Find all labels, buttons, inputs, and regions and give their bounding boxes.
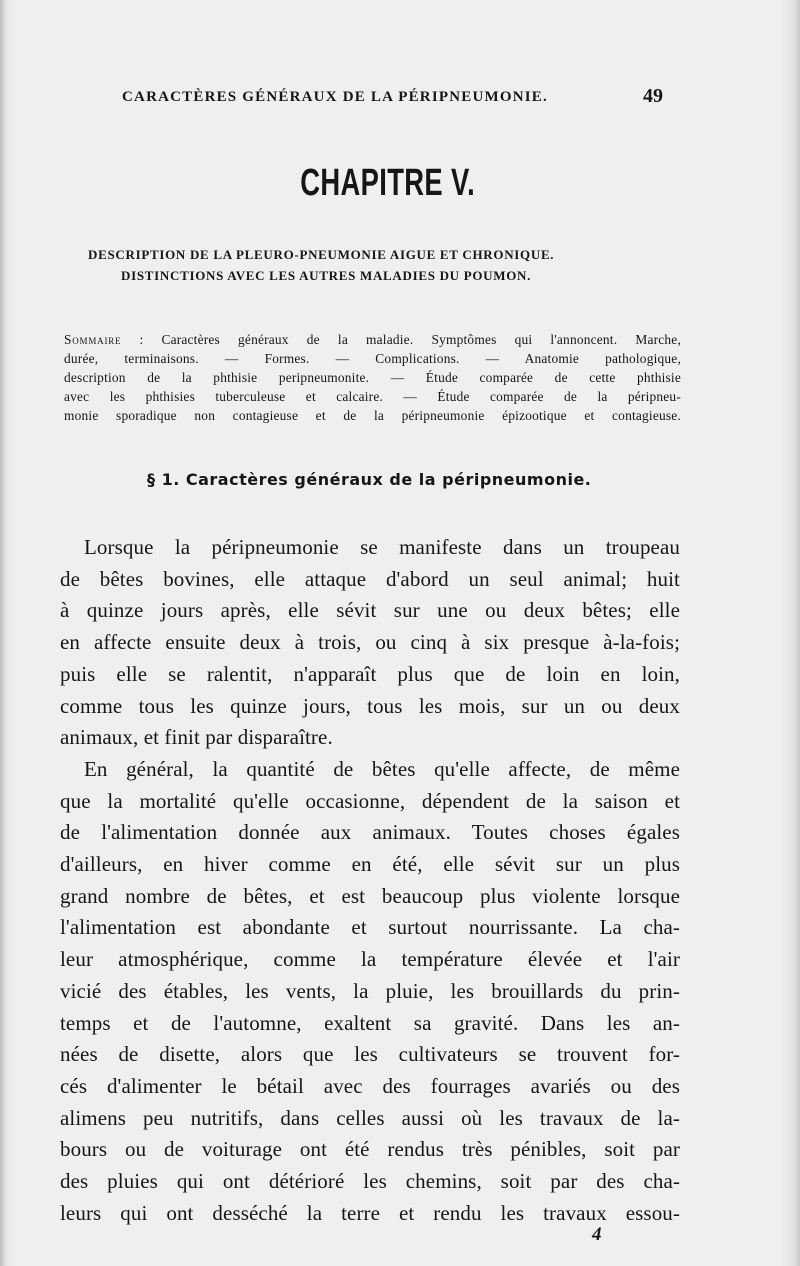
signature-mark: 4 (592, 1224, 602, 1245)
body-line-17: nées de disette, alors que les cultivateurs se trouvent for- (60, 1042, 680, 1067)
body-line-16: temps et de l'automne, exaltent sa gravité. Dans les an- (60, 1010, 680, 1035)
body-line-15: vicié des étables, les vents, la pluie, les brouillards du prin- (60, 978, 680, 1003)
body-line-19: alimens peu nutritifs, dans celles aussi où les travaux de la- (60, 1105, 680, 1130)
summary-line-2: durée, terminaisons. — Formes. — Complications. — Anatomie pathologique, (64, 351, 681, 366)
summary-line-4: avec les phthisies tuberculeuse et calcaire. — Étude comparée de la péripneu- (64, 389, 681, 404)
running-title: CARACTÈRES GÉNÉRAUX DE LA PÉRIPNEUMONIE. (122, 89, 548, 105)
body-line-21: des pluies qui ont détérioré les chemins, soit par des cha- (60, 1169, 680, 1194)
body-paragraphs (60, 532, 680, 1229)
body-line-18: cés d'alimenter le bétail avec des fourrages avariés ou des (60, 1073, 680, 1098)
body-line-12: grand nombre de bêtes, et est beaucoup plus violente lorsque (60, 883, 680, 908)
body-line-11: d'ailleurs, en hiver comme en été, elle sévit sur un plus (60, 852, 680, 877)
chapter-description-line-1: DESCRIPTION DE LA PLEURO-PNEUMONIE AIGUE ET CHRONIQUE. (88, 247, 555, 262)
body-line-14: leur atmosphérique, comme la température élevée et l'air (60, 947, 680, 972)
body-line-1: Lorsque la péripneumonie se manifeste dans un troupeau (84, 535, 680, 559)
chapter-description-line-2: DISTINCTIONS AVEC LES AUTRES MALADIES DU POUMON. (121, 268, 532, 283)
body-line-9: que la mortalité qu'elle occasionne, dépendent de la saison et (60, 788, 680, 813)
body-line-5: puis elle se ralentit, n'apparaît plus que de loin en loin, (60, 661, 680, 686)
body-line-8: En général, la quantité de bêtes qu'elle affecte, de même (84, 756, 680, 781)
chapter-summary (64, 330, 681, 425)
summary-label: Sommaire (64, 332, 122, 347)
chapter-title: CHAPITRE V. (300, 162, 476, 204)
summary-line-1-text: : Caractères généraux de la maladie. Symptômes qui l'annoncent. Marche, (121, 332, 681, 347)
summary-line-3: description de la phthisie peripneumonite. — Étude comparée de cette phthisie (64, 370, 681, 385)
body-line-6: comme tous les quinze jours, tous les mois, sur un ou deux (60, 693, 680, 718)
body-line-20: bours ou de voiturage ont été rendus très pénibles, soit par (60, 1137, 680, 1162)
section-heading: § 1. Caractères généraux de la péripneumonie. (147, 470, 592, 489)
body-line-7: animaux, et finit par disparaître. (60, 725, 333, 750)
summary-line-1 (64, 330, 681, 349)
summary-line-5: monie sporadique non contagieuse et de la péripneumonie épizootique et contagieuse. (64, 408, 681, 423)
body-line-4: en affecte ensuite deux à trois, ou cinq à six presque à-la-fois; (60, 630, 680, 655)
body-line-2: de bêtes bovines, elle attaque d'abord un seul animal; huit (60, 566, 680, 591)
body-line-3: à quinze jours après, elle sévit sur une ou deux bêtes; elle (60, 598, 680, 623)
body-line-13: l'alimentation est abondante et surtout nourrissante. La cha- (60, 915, 680, 940)
body-line-22: leurs qui ont desséché la terre et rendu les travaux essou- (60, 1200, 680, 1225)
body-line-10: de l'alimentation donnée aux animaux. Toutes choses égales (60, 820, 680, 845)
page-number: 49 (643, 85, 663, 107)
